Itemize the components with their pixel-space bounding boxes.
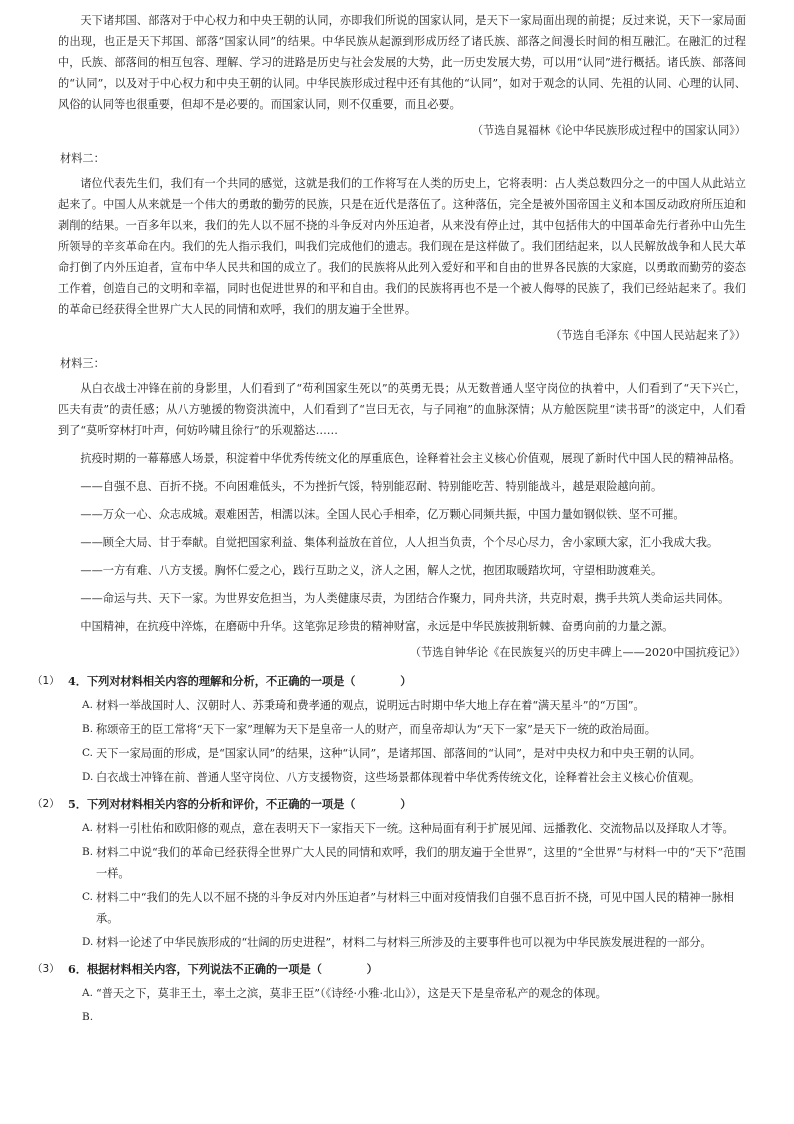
material3-paragraph: 从白衣战士冲锋在前的身影里，人们看到了“苟利国家生死以”的英勇无畏；从无数普通人坚守岗位的执着中，人们看到了“天下兴亡，匹夫有责”的责任感；从八方驰援的物资洪流中，人们看到了“岂曰无衣，与子同袍”的血脉深情；从方舱医院里“读书哥”的淡定中，人们看到了“莫听穿林打叶声，何妨吟啸且徐行”的乐观豁达……: [58, 382, 746, 437]
question-1: [32, 671, 746, 788]
option-key: D.: [82, 771, 94, 783]
option-a[interactable]: [82, 983, 746, 1004]
material3-paragraph: ——一方有难、八方支援。胸怀仁爱之心，践行互助之义，济人之困，解人之忧，抱团取暖踏坎坷，守望相助渡难关。: [80, 564, 663, 577]
option-key: A.: [82, 987, 93, 999]
option-a[interactable]: [82, 695, 746, 716]
option-text: “普天之下，莫非王土，率土之滨，莫非王臣”（《诗经·小雅·北山》），这是天下是皇帝私产的观念的体现。: [96, 987, 607, 1000]
question-2: [32, 794, 746, 953]
option-text: 材料一引杜佑和欧阳修的观点，意在表明天下一家指天下一统。这种局面有利于扩展见闻、远播教化、交流物品以及择取人才等。: [96, 822, 734, 835]
question-title: 5．下列对材料相关内容的分析和评价，不正确的一项是（ ）: [68, 797, 412, 811]
question-number: （1）: [32, 675, 60, 687]
option-text: 白衣战士冲锋在前、普通人坚守岗位、八方支援物资，这些场景都体现着中华优秀传统文化，诠释着社会主义核心价值观。: [96, 771, 701, 784]
question-number: （2）: [32, 798, 60, 810]
material1-paragraph: 天下诸邦国、部落对于中心权力和中央王朝的认同，亦即我们所说的国家认同，是天下一家局面出现的前提；反过来说，天下一家局面的出现，也正是天下邦国、部落“国家认同”的结果。中华民族从起源到形成历经了诸氏族、部落之间漫长时间的相互融汇。在融汇的过程中，氏族、部落间的相互包容、理解、学习的进路是历史与社会发展的大势，此一历史发展大势，可以用“认同”进行概括。诸氏族、部落间的“认同”，以及对于中心权力和中央王朝的认同。中华民族形成过程中还有其他的“认同”，如对于观念的认同、先祖的认同、心理的认同、风俗的认同等也很重要，但却不是必要的。而国家认同，则不仅重要，而且必要。: [58, 14, 746, 111]
question-title: 4．下列对材料相关内容的理解和分析，不正确的一项是（ ）: [68, 674, 412, 688]
option-key: B.: [82, 1011, 94, 1023]
material3-paragraph: ——万众一心、众志成城。艰难困苦，相濡以沫。全国人民心手相牵，亿万颗心同频共振，中国力量如钢似铁、坚不可摧。: [80, 508, 685, 521]
material2-source: （节选自毛泽东《中国人民站起来了》）: [550, 329, 746, 342]
option-key: C.: [82, 891, 93, 903]
option-key: C.: [82, 747, 93, 759]
question-3: [32, 959, 746, 1028]
option-text: [96, 1007, 746, 1028]
option-d[interactable]: [82, 932, 746, 953]
material3-label: 材料三：: [60, 357, 105, 370]
option-text: 材料二中“我们的先人以不屈不挠的斗争反对内外压迫者”与材料三中面对疫情我们自强不息百折不挠，可见中国人民的精神一脉相承。: [96, 891, 734, 925]
material3-paragraph: ——顾全大局、甘于奉献。自觉把国家利益、集体利益放在首位，人人担当负责，个个尽心尽力，舍小家顾大家，汇小我成大我。: [80, 536, 719, 549]
material2-label: 材料二：: [60, 152, 105, 165]
option-text: 材料一论述了中华民族形成的“壮阔的历史进程”，材料二与材料三所涉及的主要事件也可以视为中华民族发展进程的一部分。: [96, 936, 712, 949]
option-key: B.: [82, 846, 94, 858]
option-list: [58, 818, 746, 953]
question-title: 6．根据材料相关内容，下列说法不正确的一项是（ ）: [68, 962, 378, 976]
material3-paragraph: ——自强不息、百折不挠。不向困难低头，不为挫折气馁，特别能忍耐、特别能吃苦、特别能战斗，越是艰险越向前。: [80, 480, 663, 493]
option-key: D.: [82, 936, 94, 948]
material3-source: （节选自钟华论《在民族复兴的历史丰碑上——2020中国抗疫记》）: [409, 646, 746, 659]
material2-paragraph: 诸位代表先生们，我们有一个共同的感觉，这就是我们的工作将写在人类的历史上，它将表明：占人类总数四分之一的中国人从此站立起来了。中国人从来就是一个伟大的勇敢的勤劳的民族，只是在近代是落伍了。这种落伍，完全是被外国帝国主义和本国反动政府所压迫和剥削的结果。一百多年以来，我们的先人以不屈不挠的斗争反对内外压迫者，从来没有停止过，其中包括伟大的中国革命先行者孙中山先生所领导的辛亥革命在内。我们的先人指示我们，叫我们完成他们的遗志。我们现在是这样做了。我们团结起来，以人民解放战争和人民大革命打倒了内外压迫者，宣布中华人民共和国的成立了。我们的民族将从此列入爱好和平和自由的世界各民族的大家庭，以勇敢而勤劳的姿态工作着，创造自己的文明和幸福，同时也促进世界的和平和自由。我们的民族将再也不是一个被人侮辱的民族了，我们已经站起来了。我们的革命已经获得全世界广大人民的同情和欢呼，我们的朋友遍于全世界。: [58, 177, 746, 316]
option-d[interactable]: [82, 767, 746, 788]
option-list: [58, 695, 746, 788]
material3-paragraph: 中国精神，在抗疫中淬炼，在磨砺中升华。这笔弥足珍贵的精神财富，永远是中华民族披荆斩棘、奋勇向前的力量之源。: [80, 620, 674, 633]
material3-paragraph: 抗疫时期的一幕幕感人场景，积淀着中华优秀传统文化的厚重底色，诠释着社会主义核心价值观，展现了新时代中国人民的精神品格。: [80, 452, 741, 465]
option-b[interactable]: [82, 1007, 746, 1028]
question-number: （3）: [32, 963, 60, 975]
option-list: [58, 983, 746, 1028]
option-text: 材料二中说“我们的革命已经获得全世界广大人民的同情和欢呼，我们的朋友遍于全世界”，这里的“全世界”与材料一中的“天下”范围一样。: [96, 846, 746, 880]
option-c[interactable]: [82, 743, 746, 764]
option-key: A.: [82, 822, 93, 834]
option-key: A.: [82, 699, 93, 711]
material3-paragraph: ——命运与共、天下一家。为世界安危担当，为人类健康尽责，为团结合作聚力，同舟共济，共克时艰，携手共筑人类命运共同体。: [80, 592, 730, 605]
option-text: 天下一家局面的形成，是“国家认同”的结果，这种“认同”，是诸邦国、部落间的“认同”，是对中央权力和中央王朝的认同。: [96, 747, 701, 760]
option-c[interactable]: [82, 887, 746, 929]
option-a[interactable]: [82, 818, 746, 839]
option-b[interactable]: [82, 842, 746, 884]
option-text: 材料一举战国时人、汉朝时人、苏秉琦和费孝通的观点，说明远古时期中华大地上存在着“满天星斗”的“万国”。: [96, 699, 645, 712]
material1-source: （节选自晁福林《论中华民族形成过程中的国家认同》）: [471, 124, 746, 137]
option-key: B.: [82, 723, 94, 735]
option-text: 称颂帝王的臣工常将“天下一家”理解为天下是皇帝一人的财产，而皇帝却认为“天下一家”是天下一统的政治局面。: [96, 723, 656, 736]
option-b[interactable]: [82, 719, 746, 740]
